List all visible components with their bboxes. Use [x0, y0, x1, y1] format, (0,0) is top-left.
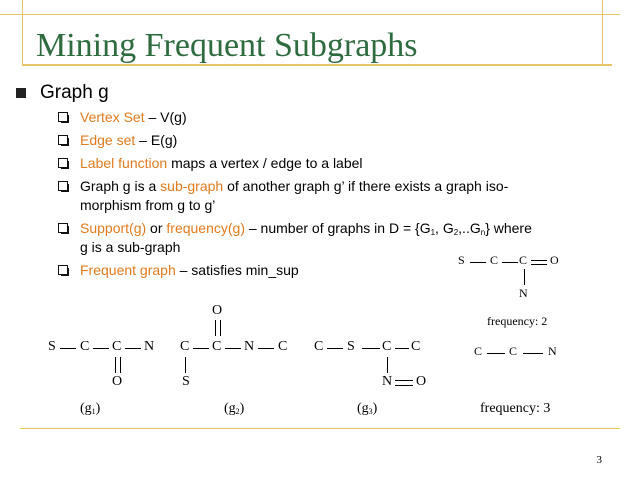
double-bond	[120, 357, 121, 373]
bond	[395, 348, 409, 349]
atom: N	[382, 374, 393, 389]
frequency-caption: frequency: 3	[480, 401, 551, 416]
double-bond	[395, 380, 413, 381]
atom: C	[180, 339, 190, 354]
checkbox-bullet-icon	[58, 158, 68, 168]
checkbox-bullet-icon	[58, 265, 68, 275]
bond	[225, 348, 241, 349]
atom: C	[314, 339, 324, 354]
term: sub-graph	[160, 178, 224, 194]
graph-label: $(g_2)$	[224, 401, 245, 416]
page-number: 3	[596, 454, 602, 466]
atom: C	[490, 253, 499, 267]
atom: N	[244, 339, 255, 354]
atom: O	[416, 374, 427, 389]
main-bullet-text: Graph g	[40, 82, 109, 103]
double-bond	[220, 320, 221, 336]
term: Edge set	[80, 132, 136, 148]
atom: O	[112, 374, 123, 389]
term: Label function	[80, 155, 168, 171]
double-bond	[531, 260, 547, 261]
bond	[387, 357, 388, 373]
graph-label: $(g_3)$	[357, 401, 378, 416]
double-bond	[215, 320, 216, 336]
bond	[524, 269, 525, 285]
atom: C	[212, 339, 222, 354]
term: Vertex Set	[80, 109, 145, 125]
checkbox-bullet-icon	[58, 135, 68, 145]
bond	[193, 348, 209, 349]
double-bond	[531, 264, 547, 265]
frequency-caption: frequency: 2	[487, 314, 548, 328]
bond	[523, 353, 543, 354]
bottom-rule	[20, 428, 620, 429]
atom: N	[519, 286, 528, 300]
graph-label: $(g_1)$	[80, 401, 101, 416]
top-rule	[0, 14, 620, 15]
left-rule	[22, 0, 23, 66]
atom: C	[112, 339, 122, 354]
double-bond	[115, 357, 116, 373]
atom: S	[182, 374, 190, 389]
atom: N	[548, 344, 557, 358]
square-bullet-icon	[16, 88, 26, 98]
bond	[185, 357, 186, 373]
bond	[487, 353, 505, 354]
atom: S	[48, 339, 56, 354]
atom: S	[458, 253, 465, 267]
right-rule	[602, 0, 603, 66]
atom: C	[509, 344, 518, 358]
atom: C	[382, 339, 392, 354]
bond	[502, 262, 518, 263]
atom: O	[550, 253, 559, 267]
atom: N	[144, 339, 155, 354]
atom: C	[474, 344, 483, 358]
bond	[60, 348, 76, 349]
bond	[470, 262, 486, 263]
bond	[125, 348, 141, 349]
checkbox-bullet-icon	[58, 112, 68, 122]
term: frequency(g)	[166, 220, 245, 236]
atom: C	[80, 339, 90, 354]
bond	[362, 348, 380, 349]
slide-title: Mining Frequent Subgraphs	[36, 27, 418, 64]
bond	[93, 348, 109, 349]
checkbox-bullet-icon	[58, 181, 68, 191]
atom: C	[519, 253, 528, 267]
term: Frequent graph	[80, 262, 176, 278]
atom: S	[347, 339, 355, 354]
term: Support(g)	[80, 220, 147, 236]
double-bond	[395, 385, 413, 386]
bond	[327, 348, 343, 349]
atom: C	[411, 339, 421, 354]
atom: C	[278, 339, 288, 354]
atom: O	[212, 303, 223, 318]
checkbox-bullet-icon	[58, 223, 68, 233]
bond	[258, 348, 274, 349]
